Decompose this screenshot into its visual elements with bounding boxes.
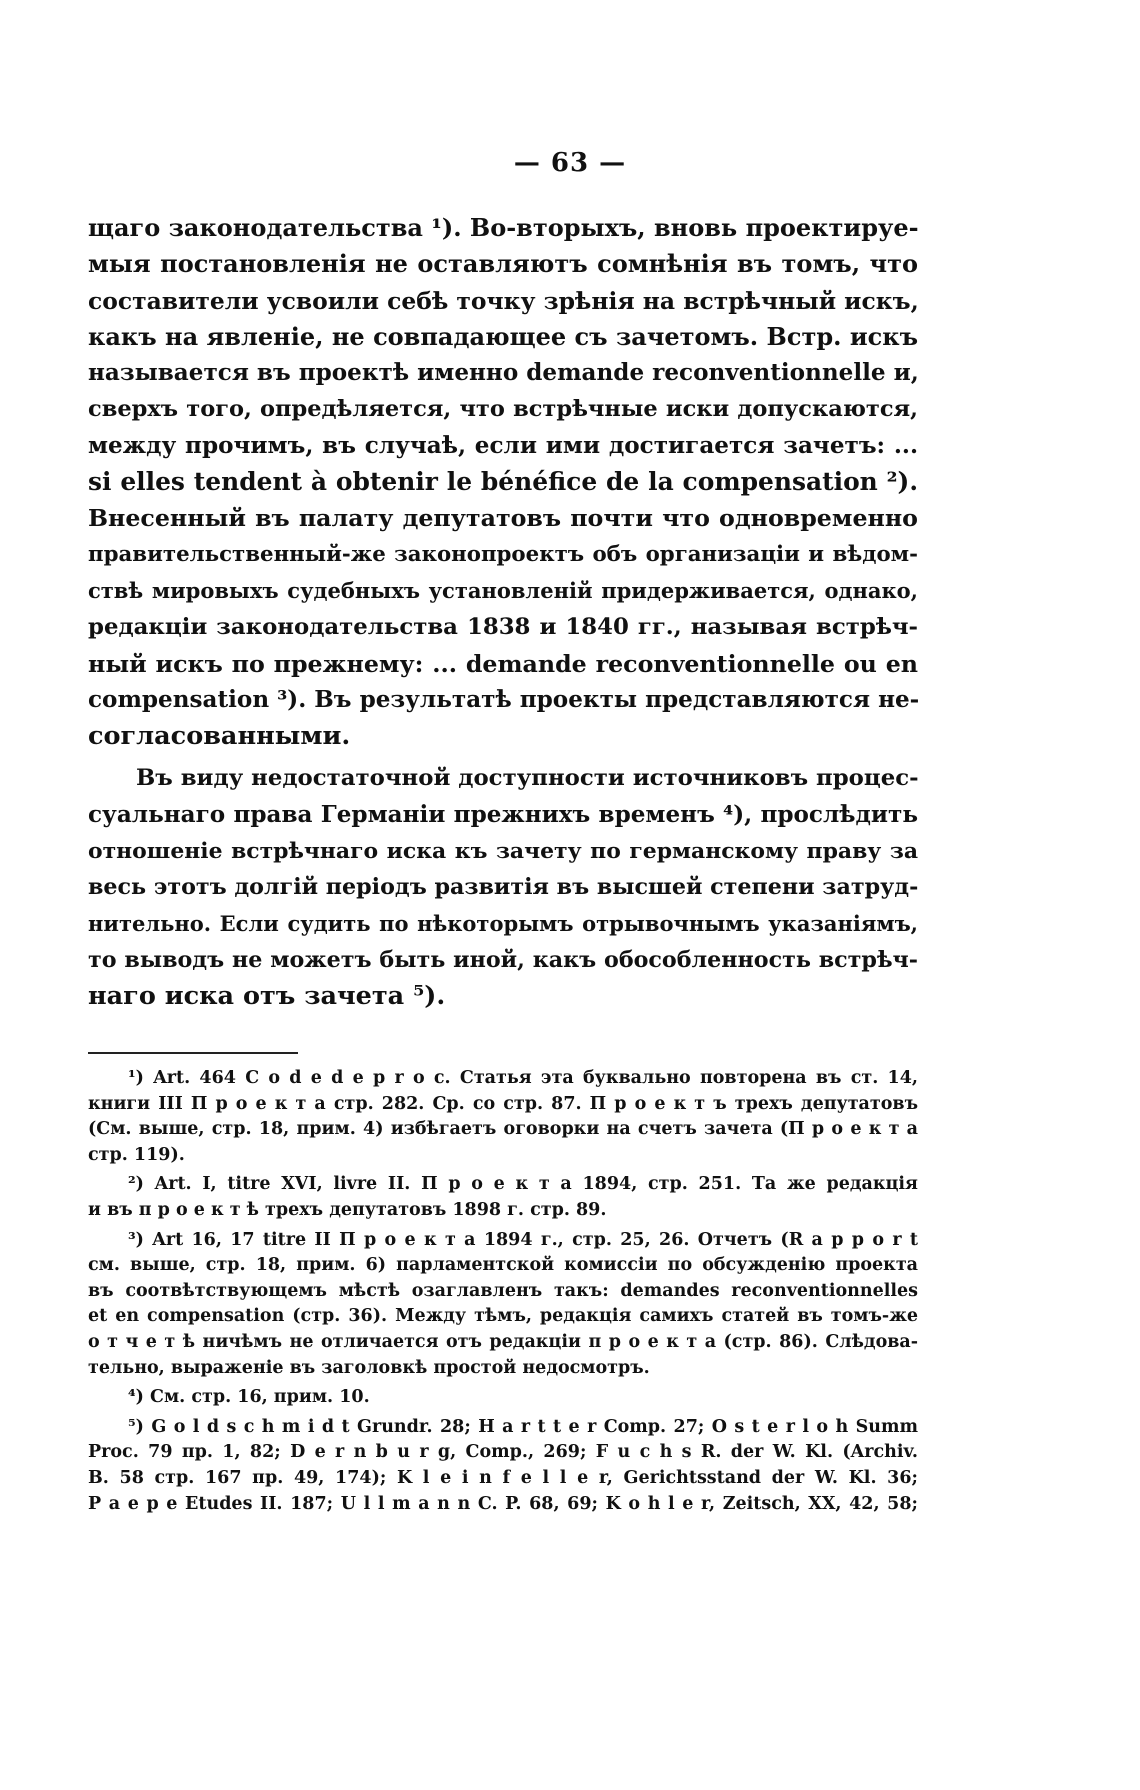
text-line: редакціи законодательства 1838 и 1840 гг., называя встрѣч- — [88, 614, 918, 641]
footnote — [88, 1172, 918, 1223]
text-line: щаго законодательства ¹). Во-вторыхъ, вновь проектируе- — [88, 213, 919, 242]
text-line: правительственный-же законопроектъ объ организаціи и вѣдом- — [88, 541, 918, 567]
text-line: ный искъ по прежнему: ... demande reconventionnelle ou en — [88, 649, 918, 678]
text-line: между прочимъ, въ случаѣ, если ими достигается зачетъ: ... — [88, 431, 918, 459]
footnote — [88, 1385, 918, 1411]
main-text — [88, 210, 918, 1015]
footnote-line: P a e p e Etudes II. 187; U l l m a n n C. P. 68, 69; K o h l e r, Zeitsch, XX, 42, 58; — [88, 1493, 918, 1514]
text-line: Въ виду недостаточной доступности источниковъ процес- — [136, 765, 919, 792]
text-line: какъ на явленіе, не совпадающее съ зачетомъ. Встр. искъ — [88, 321, 918, 351]
paragraph — [88, 210, 918, 754]
footnote-line: книги III П р о е к т а стр. 282. Ср. со стр. 87. П р о е к т ъ трехъ депутатовъ — [88, 1093, 918, 1114]
footnote-line: см. выше, стр. 18, прим. 6) парламентской комиссіи по обсужденію проекта — [88, 1255, 918, 1276]
footnote-line: о т ч е т ѣ ничѣмъ не отличается отъ редакціи п р о е к т а (стр. 86). Слѣдова- — [88, 1331, 918, 1352]
footnote — [88, 1415, 918, 1517]
text-line: сверхъ того, опредѣляется, что встрѣчные иски допускаются, — [88, 396, 918, 423]
text-line: отношеніе встрѣчнаго иска къ зачету по германскому праву за — [88, 838, 918, 865]
footnote — [88, 1228, 918, 1382]
text-line: суальнаго права Германіи прежнихъ временъ ⁴), прослѣдить — [88, 800, 918, 828]
text-line: si elles tendent à obtenir le bénéfice de la compensation ²). — [88, 467, 918, 497]
footnote-line: тельно, выраженіе въ заголовкѣ простой недосмотръ. — [88, 1357, 650, 1378]
text-line: наго иска отъ зачета ⁵). — [88, 981, 446, 1012]
text-line: весь этотъ долгій періодъ развитія въ высшей степени затруд- — [88, 874, 919, 901]
footnote — [88, 1066, 918, 1168]
text-line: составители усвоили себѣ точку зрѣнія на встрѣчный искъ, — [88, 286, 919, 315]
footnote-line: ⁵) G o l d s c h m i d t Grundr. 28; H a r t t e r Comp. 27; O s t e r l o h Summ — [128, 1416, 918, 1437]
footnote-line: ⁴) См. стр. 16, прим. 10. — [128, 1387, 370, 1408]
text-line: ствѣ мировыхъ судебныхъ установленій придерживается, однако, — [88, 577, 918, 603]
text-line: называется въ проектѣ именно demande reconventionnelle и, — [88, 359, 919, 387]
footnote-line: et en compensation (стр. 36). Между тѣмъ, редакція самихъ статей въ томъ-же — [88, 1306, 918, 1327]
footnote-line: ³) Art 16, 17 titre II П р о е к т а 1894 г., стр. 25, 26. Отчетъ (R a p p o r t — [128, 1229, 918, 1250]
footnote-separator — [88, 1052, 298, 1054]
text-line: согласованными. — [88, 721, 351, 752]
text-line: то выводъ не можетъ быть иной, какъ обособленность встрѣч- — [88, 946, 918, 973]
footnote-line: въ соотвѣтствующемъ мѣстѣ озаглавленъ такъ: demandes reconventionnelles — [88, 1280, 918, 1301]
text-line: мыя постановленія не оставляютъ сомнѣнія въ томъ, что — [88, 249, 918, 279]
footnote-line: (См. выше, стр. 18, прим. 4) избѣгаетъ оговорки на счетъ зачета (П р о е к т а — [88, 1119, 918, 1140]
footnotes — [88, 1066, 918, 1517]
footnote-line: ¹) Art. 464 C o d e d e p r o c. Статья эта буквально повторена въ ст. 14, — [128, 1068, 918, 1088]
page-number: — 63 — — [513, 148, 627, 178]
text-line: Внесенный въ палату депутатовъ почти что одновременно — [88, 504, 918, 533]
paragraph — [88, 760, 918, 1014]
text-line: нительно. Если судить по нѣкоторымъ отрывочнымъ указаніямъ, — [88, 910, 918, 936]
footnote-line: ²) Art. I, titre XVI, livre II. П р о е к т а 1894, стр. 251. Та же редакція — [128, 1174, 918, 1195]
footnote-line: и въ п р о е к т ѣ трехъ депутатовъ 1898 г. стр. 89. — [88, 1199, 607, 1220]
text-line: compensation ³). Въ результатѣ проекты представляются не- — [88, 685, 920, 713]
footnote-line: стр. 119). — [88, 1144, 185, 1165]
footnote-line: Proc. 79 пр. 1, 82; D e r n b u r g, Comp., 269; F u c h s R. der W. Kl. (Archiv. — [88, 1442, 918, 1463]
footnote-line: B. 58 стр. 167 пр. 49, 174); K l e i n f e l l e r, Gerichtsstand der W. Kl. 36; — [88, 1467, 918, 1488]
